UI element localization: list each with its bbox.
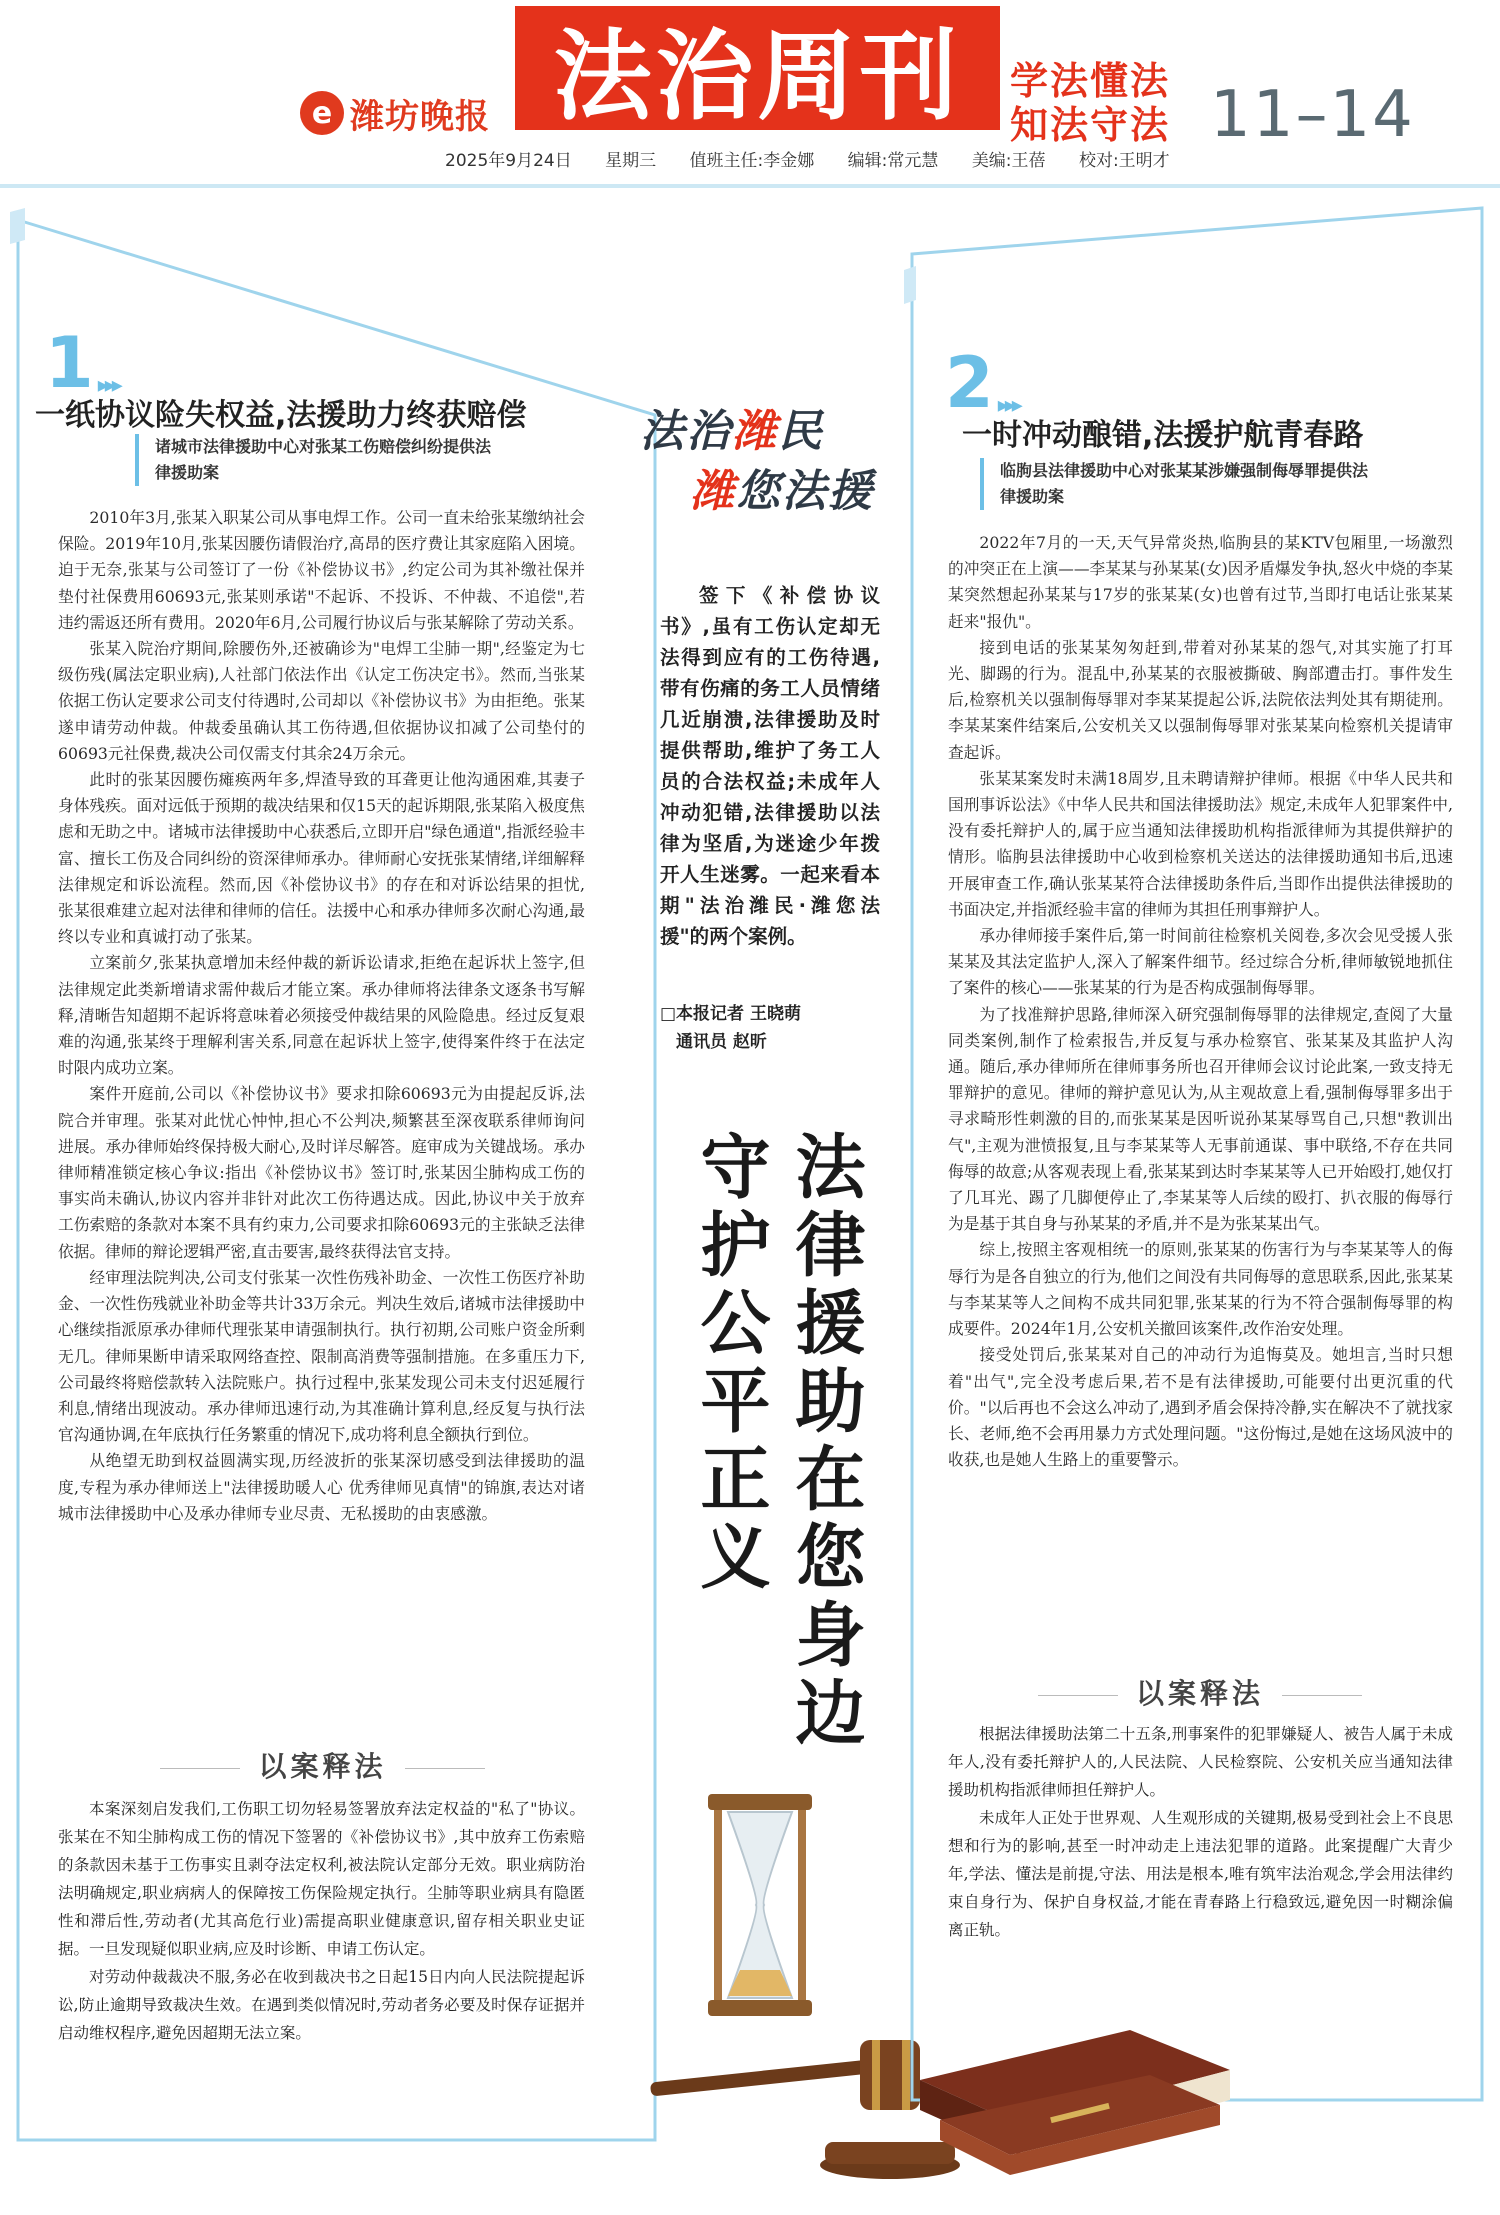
article2-explain bbox=[948, 1720, 1453, 1944]
article1-number-badge bbox=[45, 322, 119, 404]
brand-line-1-c: 民 bbox=[778, 406, 824, 457]
article2-body bbox=[948, 530, 1453, 1473]
weekday: 星期三 bbox=[605, 151, 657, 171]
article2-explain-paragraph: 未成年人正处于世界观、人生观形成的关键期,极易受到社会上不良思想和行为的影响,甚至一时冲动走上违法犯罪的道路。此案提醒广大青少年,学法、懂法是前提,守法、用法是根本,唯有筑牢法治观念,学会用法律约束自身行为、保护自身权益,才能在青春路上行稳致远,避免因一时糊涂偏离正轨。 bbox=[948, 1809, 1453, 1939]
article2-section-title: 以案释法 bbox=[945, 1672, 1455, 1712]
hourglass-icon bbox=[700, 1790, 820, 2020]
article1-number: 1 bbox=[45, 322, 94, 404]
editor-on-duty: 值班主任:李金娜 bbox=[689, 151, 815, 171]
article2-number: 2 bbox=[945, 342, 994, 424]
article1-explain-paragraph: 本案深刻启发我们,工伤职工切勿轻易签署放弃法定权益的"私了"协议。张某在不知尘肺构成工伤的情况下签署的《补偿协议书》,其中放弃工伤索赔的条款因未基于工伤事实且剥夺法定权利,被法院认定部分无效。职业病防治法明确规定,职业病病人的保障按工伤保险规定执行。尘肺等职业病具有隐匿性和滞后性,劳动者(尤其高危行业)需提高职业健康意识,留存相关职业史证据。一旦发现疑似职业病,应及时诊断、申请工伤认定。 bbox=[58, 1800, 585, 1958]
editor: 编辑:常元慧 bbox=[847, 151, 939, 171]
vertical-headline-left: 守护公平正义 bbox=[689, 1130, 771, 1598]
article2-explain-paragraph: 根据法律援助法第二十五条,刑事案件的犯罪嫌疑人、被告人属于未成年人,没有委托辩护人的,人民法院、人民检察院、公安机关应当通知法律援助机构指派律师担任辩护人。 bbox=[948, 1725, 1453, 1799]
slogan-line-2: 知法守法 bbox=[1010, 103, 1171, 147]
article1-paragraph: 2010年3月,张某入职某公司从事电焊工作。公司一直未给张某缴纳社会保险。2019年10月,张某因腰伤请假治疗,高昂的医疗费让其家庭陷入困境。迫于无奈,张某与公司签订了一份《补偿协议书》,约定公司为其补缴社保并垫付社保费用60693元,张某则承诺"不起诉、不投诉、不仲裁、不追偿",若违约需返还所有费用。2020年6月,公司履行协议后与张某解除了劳动关系。 bbox=[58, 508, 585, 632]
article2-paragraph: 为了找准辩护思路,律师深入研究强制侮辱罪的法律规定,查阅了大量同类案例,制作了检索报告,并反复与承办检察官、张某某及其监护人沟通。随后,承办律师所在律师事务所也召开律师会议讨论此案,一致支持无罪辩护的意见。律师的辩护意见认为,从主观故意上看,强制侮辱罪多出于寻求畸形性刺激的目的,而张某某是因听说孙某某辱骂自己,只想"教训出气",主观为泄愤报复,且与李某某等人无事前通谋、事中联络,不存在共同侮辱的故意;从客观表现上看,张某某到达时李某某等人已开始殴打,她仅打了几耳光、踢了几脚便停止了,李某某等人后续的殴打、扒衣服的侮辱行为是基于其自身与孙某某的矛盾,并不是为张某某出气。 bbox=[948, 1004, 1453, 1234]
article2-subtitle: 临朐县法律援助中心对张某某涉嫌强制侮辱罪提供法律援助案 bbox=[980, 458, 1370, 510]
brand-line-2 bbox=[690, 455, 874, 519]
logo-text: 潍坊晚报 bbox=[350, 96, 490, 137]
article2-paragraph: 承办律师接手案件后,第一时间前往检察机关阅卷,多次会见受援人张某某及其法定监护人,深入了解案件细节。经过综合分析,律师敏锐地抓住了案件的核心——张某某的行为是否构成强制侮辱罪。 bbox=[948, 926, 1453, 998]
brand-line-2-b: 您法援 bbox=[736, 466, 874, 517]
article2-paragraph: 综上,按照主客观相统一的原则,张某某的伤害行为与李某某等人的侮辱行为是各自独立的行为,他们之间没有共同侮辱的意思联系,因此,张某某与李某某等人之间构不成共同犯罪,张某某的行为不符合强制侮辱罪的构成要件。2024年1月,公安机关撤回该案件,改作治安处理。 bbox=[948, 1240, 1453, 1339]
article2-paragraph: 接受处罚后,张某某对自己的冲动行为追悔莫及。她坦言,当时只想着"出气",完全没考虑后果,若不是有法律援助,可能要付出更沉重的代价。"以后再也不会这么冲动了,遇到矛盾会保持冷静,实在解决不了就找家长、老师,绝不会再用暴力方式处理问题。"这份悔过,是她在这场风波中的收获,也是她人生路上的重要警示。 bbox=[948, 1345, 1453, 1470]
article2-paragraph: 接到电话的张某某匆匆赶到,带着对孙某某的怨气,对其实施了打耳光、脚踢的行为。混乱中,孙某某的衣服被撕破、胸部遭击打。事件发生后,检察机关以强制侮辱罪对李某某提起公诉,法院依法判处其有期徒刑。李某某案件结案后,公安机关又以强制侮辱罪对张某某向检察机关提请审查起诉。 bbox=[948, 637, 1453, 762]
byline-correspondent: 通讯员 赵昕 bbox=[676, 1032, 767, 1052]
article1-explain-paragraph: 对劳动仲裁裁决不服,务必在收到裁决书之日起15日内向人民法院提起诉讼,防止逾期导致裁决生效。在遇到类似情况时,劳动者务必要及时保存证据并启动维权程序,避免因超期无法立案。 bbox=[58, 1968, 585, 2042]
article2-paragraph: 2022年7月的一天,天气异常炎热,临朐县的某KTV包厢里,一场激烈的冲突正在上演——李某某与孙某某(女)因矛盾爆发争执,怒火中烧的李某某突然想起孙某某与17岁的张某某(女)也曾有过节,当即打电话让张某某赶来"报仇"。 bbox=[948, 533, 1453, 631]
masthead-divider bbox=[0, 184, 1500, 188]
proofreader: 校对:王明才 bbox=[1078, 151, 1170, 171]
art-editor: 美编:王蓓 bbox=[971, 151, 1046, 171]
article1-paragraph: 案件开庭前,公司以《补偿协议书》要求扣除60693元为由提起反诉,法院合并审理。张某对此忧心忡忡,担心不公判决,频繁甚至深夜联系律师询问进展。承办律师始终保持极大耐心,及时详尽解答。庭审成为关键战场。承办律师精准锁定核心争议:指出《补偿协议书》签订时,张某因尘肺构成工伤的事实尚未确认,协议内容并非针对此次工伤待遇达成。因此,协议中关于放弃工伤索赔的条款对本案不具有约束力,公司要求扣除60693元的主张缺乏法律依据。律师的辩论逻辑严密,直击要害,最终获得法官支持。 bbox=[58, 1084, 585, 1261]
vertical-headline-right: 法律援助在您身边 bbox=[784, 1130, 866, 1754]
dateline bbox=[445, 146, 1198, 171]
section-title: 法治周刊 bbox=[515, 6, 1000, 130]
newspaper-logo bbox=[300, 88, 490, 138]
center-intro: 签下《补偿协议书》,虽有工伤认定却无法得到应有的工伤待遇,带有伤痛的务工人员情绪几近崩溃,法律援助及时提供帮助,维护了务工人员的合法权益;未成年人冲动犯错,法律援助以法律为坚盾,为迷途少年拨开人生迷雾。一起来看本期"法治潍民·潍您法援"的两个案例。 bbox=[660, 584, 880, 948]
slogan-line-1: 学法懂法 bbox=[1010, 59, 1171, 103]
brand-line-1-b: 潍 bbox=[732, 406, 778, 457]
byline bbox=[660, 1000, 880, 1056]
article1-paragraph: 经审理法院判决,公司支付张某一次性伤残补助金、一次性工伤医疗补助金、一次性伤残就业补助金等共计33万余元。判决生效后,诸城市法律援助中心继续指派原承办律师代理张某申请强制执行。执行初期,公司账户资金所剩无几。律师果断申请采取网络查控、限制高消费等强制措施。在多重压力下,公司最终将赔偿款转入法院账户。执行过程中,张某发现公司未支付迟延履行利息,情绪出现波动。承办律师迅速行动,为其准确计算利息,经反复与执行法官沟通协调,在年底执行任务繁重的情况下,成功将利息全额执行到位。 bbox=[58, 1267, 585, 1445]
article1-subtitle: 诸城市法律援助中心对张某工伤赔偿纠纷提供法律援助案 bbox=[135, 434, 495, 486]
article2-paragraph: 张某某案发时未满18周岁,且未聘请辩护律师。根据《中华人民共和国刑事诉讼法》《中华人民共和国法律援助法》规定,未成年人犯罪案件中,没有委托辩护人的,属于应当通知法律援助机构指派律师为其提供辩护的情形。临朐县法律援助中心收到检察机关送达的法律援助通知书后,迅速开展审查工作,确认张某某符合法律援助条件后,当即作出提供法律援助的书面决定,并指派经验丰富的律师为其担任刑事辩护人。 bbox=[948, 768, 1453, 919]
article1-explain bbox=[58, 1795, 585, 2047]
logo-mark-icon: e bbox=[300, 91, 344, 135]
article1-paragraph: 此时的张某因腰伤瘫痪两年多,焊渣导致的耳聋更让他沟通困难,其妻子身体残疾。面对远低于预期的裁决结果和仅15天的起诉期限,张某陷入极度焦虑和无助之中。诸城市法律援助中心获悉后,立即开启"绿色通道",指派经验丰富、擅长工伤及合同纠纷的资深律师承办。律师耐心安抚张某情绪,详细解释法律规定和诉讼流程。然而,因《补偿协议书》的存在和对诉讼结果的担忧,张某很难建立起对法律和律师的信任。法援中心和承办律师多次耐心沟通,最终以专业和真诚打动了张某。 bbox=[58, 770, 585, 947]
date: 2025年9月24日 bbox=[445, 151, 572, 171]
article1-section-title: 以案释法 bbox=[60, 1745, 585, 1785]
arrows-icon: ▸▸▸ bbox=[97, 373, 119, 398]
article1-body bbox=[58, 505, 585, 1527]
brand-line-1-a: 法治 bbox=[640, 406, 732, 457]
byline-reporter: □本报记者 王晓萌 bbox=[660, 1004, 801, 1024]
arrows-icon: ▸▸▸ bbox=[997, 393, 1019, 418]
article2-headline: 一时冲动酿错,法援护航青春路 bbox=[962, 418, 1364, 453]
article2-number-badge bbox=[945, 342, 1019, 424]
article1-paragraph: 从绝望无助到权益圆满实现,历经波折的张某深切感受到法律援助的温度,专程为承办律师送上"法律援助暖人心 优秀律师见真情"的锦旗,表达对诸城市法律援助中心及承办律师专业尽责、无私援助的由衷感激。 bbox=[58, 1451, 585, 1523]
page-number: 11–14 bbox=[1210, 78, 1415, 152]
brand-line-2-a: 潍 bbox=[690, 466, 736, 517]
brand-line-1 bbox=[640, 395, 824, 459]
article1-paragraph: 张某入院治疗期间,除腰伤外,还被确诊为"电焊工尘肺一期",经鉴定为七级伤残(属法定职业病),人社部门依法作出《认定工伤决定书》。然而,当张某依据工伤认定要求公司支付待遇时,公司却以《补偿协议书》为由拒绝。张某遂申请劳动仲裁。仲裁委虽确认其工伤待遇,但依据协议扣减了公司垫付的60693元社保费,裁决公司仅需支付其余24万余元。 bbox=[58, 639, 585, 763]
books-icon bbox=[900, 1990, 1240, 2190]
article1-headline: 一纸协议险失权益,法援助力终获赔偿 bbox=[35, 398, 527, 433]
article1-paragraph: 立案前夕,张某执意增加未经仲裁的新诉讼请求,拒绝在起诉状上签字,但法律规定此类新增请求需仲裁后才能立案。承办律师将法律条文逐条书写解释,清晰告知超期不起诉将意味着必须接受仲裁结果的风险隐患。经过反复艰难的沟通,张某终于理解利害关系,同意在起诉状上签字,使得案件终于在法定时限内成功立案。 bbox=[58, 953, 585, 1078]
